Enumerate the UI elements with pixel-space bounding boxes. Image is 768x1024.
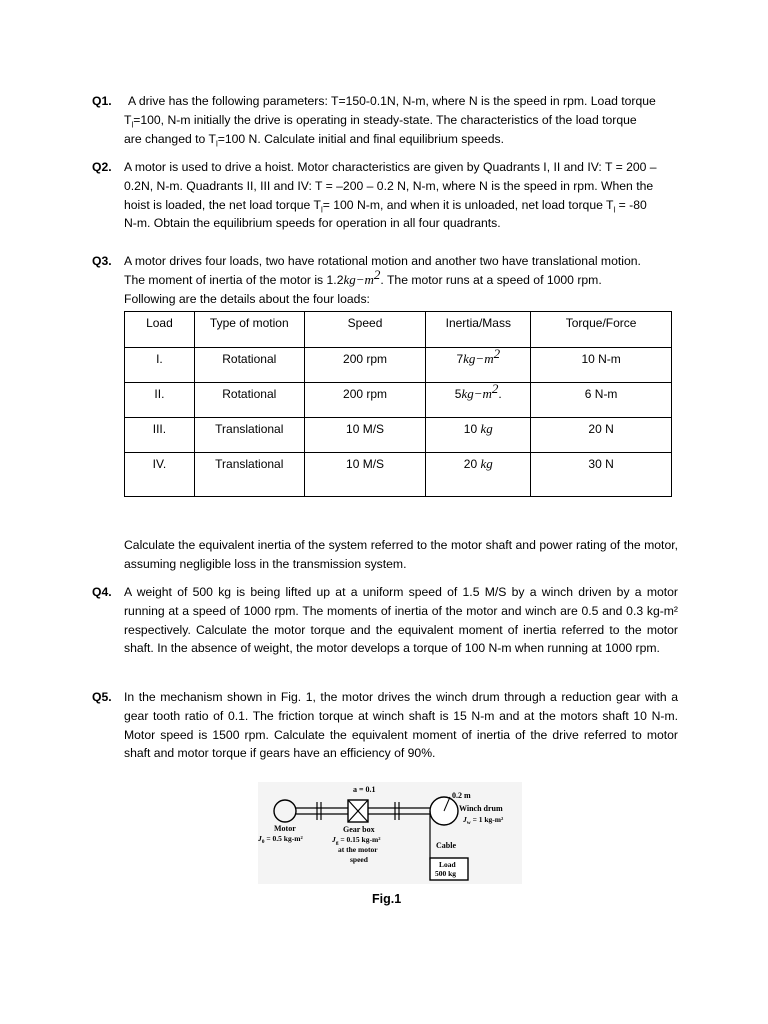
gear-ratio-label: a = 0.1 (353, 785, 376, 794)
question-5 (92, 688, 678, 763)
question-5-text: In the mechanism shown in Fig. 1, the motor drives the winch drum through a reduction gear with a gear tooth ratio of 0.1. The friction torque at winch shaft is 15 N-m and at the motors shaft 10 N-m. Motor speed is 1500 rpm. Calculate the equivalent moment of inertia of the drive referred to motor shaft and motor torque if gears have an efficiency of 90%. (124, 690, 678, 761)
loads-table (124, 311, 672, 497)
question-4 (92, 583, 678, 658)
question-3-instruction: Calculate the equivalent inertia of the system referred to the motor shaft and power rating of the motor, assuming negligible loss in the transmission system. (124, 538, 678, 571)
gear-inertia-label: $J_g = 0.15$ kg-m² (332, 835, 381, 846)
question-2-text: A motor is used to drive a hoist. Motor characteristics are given by Quadrants I, II and IV: T = 200 – 0.2N, N-m. Quadrants II, III and IV: T = –200 – 0.2 N, N-m, where N is the speed in rpm. When the hoist is loaded, the net load torque $T_l= 100$ N-m, and when it is unloaded, net load torque $T_l = -80$ N-m. Obtain the equilibrium speeds for operation in all four quadrants. (124, 160, 657, 231)
winch-drum-label: Winch drum (459, 804, 503, 813)
question-4-text: A weight of 500 kg is being lifted up at a uniform speed of 1.5 M/S by a winch driven by a motor running at a speed of 1000 rpm. The moments of inertia of the motor and winch are 0.5 and 0.3 kg-m² respectively. Calculate the motor torque and the equivalent moment of inertia referred to the motor shaft. In the absence of weight, the motor develops a torque of 100 N-m when running at 1000 rpm. (124, 585, 678, 656)
load-mass-label: 500 kg (435, 869, 457, 878)
table-header-row (125, 312, 672, 348)
table-row: I. Rotational 200 rpm $7kg-m^2$ 10 N-m (125, 348, 672, 383)
question-5-number: Q5. (92, 690, 112, 704)
question-1-number: Q1. (92, 94, 112, 108)
table-row: III. Translational 10 M/S 10 kg 20 N (125, 418, 672, 453)
figure-background (258, 782, 522, 884)
header-torque: Torque/Force (531, 312, 672, 348)
drum-radius-label: 0.2 m (452, 791, 471, 800)
header-speed: Speed (304, 312, 426, 348)
question-2-number: Q2. (92, 160, 112, 174)
mechanism-figure (258, 782, 522, 884)
gearbox-label: Gear box (343, 825, 375, 834)
question-3 (92, 252, 678, 308)
header-inertia: Inertia/Mass (426, 312, 531, 348)
question-2 (92, 158, 678, 233)
cable-label: Cable (436, 841, 456, 850)
header-load: Load (125, 312, 195, 348)
figure-caption: Fig.1 (372, 892, 402, 906)
question-1-text: A drive has the following parameters: T=150-0.1N, N-m, where N is the speed in rpm. Load torque $T_l=100$, N-m initially the drive is operating in steady-state. The characteristics of the load torque are changed to $T_l=100$ N. Calculate initial and final equilibrium speeds. (124, 94, 656, 149)
gear-note-line2: speed (350, 855, 368, 864)
header-type: Type of motion (194, 312, 304, 348)
table-row: II. Rotational 200 rpm $5kg-m^2$. 6 N-m (125, 383, 672, 418)
motor-inertia-label: $J_0 = 0.5$ kg-m² (258, 834, 303, 845)
table-row: IV. Translational 10 M/S 20 kg 30 N (125, 453, 672, 497)
drum-inertia-label: $J_w = 1$ kg-m² (463, 815, 504, 826)
question-3-text: A motor drives four loads, two have rotational motion and another two have translational motion. The moment of inertia of the motor is $1.2kg-m^2$. The motor runs at a speed of 1000 rpm. Following are the details about the four loads: (124, 254, 641, 306)
gear-note-line1: at the motor (338, 845, 378, 854)
load-label: Load (439, 860, 456, 869)
motor-label: Motor (274, 824, 296, 833)
question-4-number: Q4. (92, 585, 112, 599)
question-3-number: Q3. (92, 254, 112, 268)
question-1 (92, 92, 678, 148)
